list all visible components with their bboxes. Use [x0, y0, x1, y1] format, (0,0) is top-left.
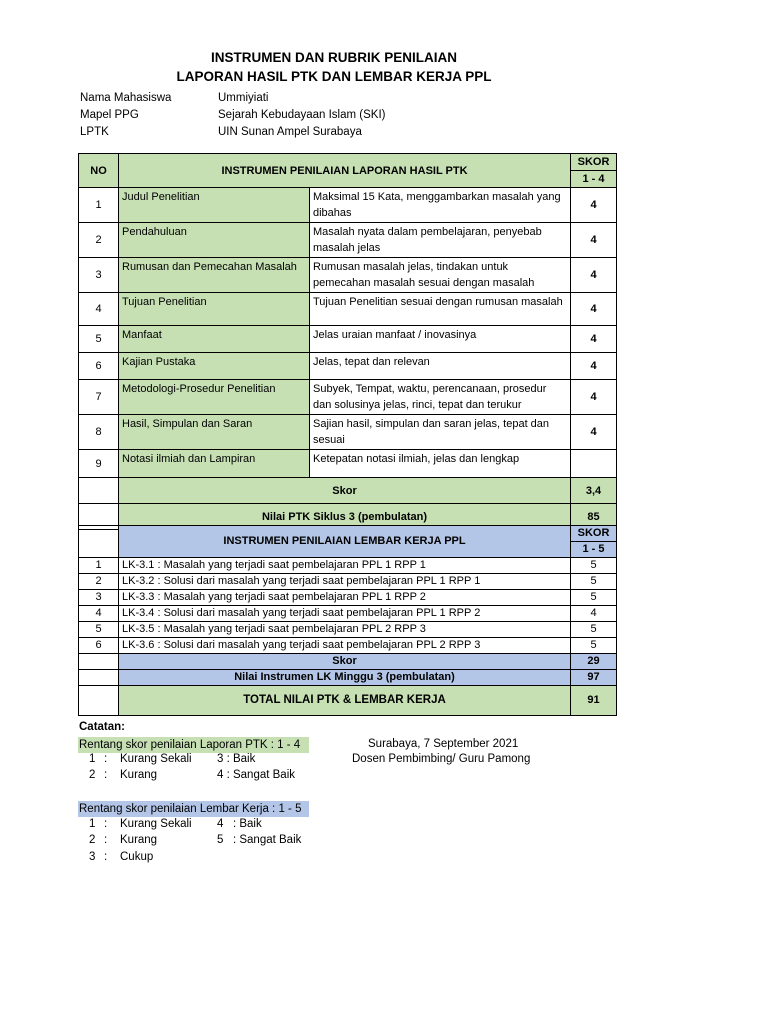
- scale-desc-right: 4 : Sangat Baik: [217, 769, 295, 781]
- scale-number: 2: [89, 769, 96, 781]
- score-cell: 5: [571, 622, 617, 638]
- table-row: [79, 638, 617, 654]
- score-cell: 4: [571, 258, 617, 293]
- aspect-cell: Pendahuluan: [119, 223, 310, 258]
- aspect-cell: Kajian Pustaka: [119, 353, 310, 380]
- aspect-cell: Hasil, Simpulan dan Saran: [119, 415, 310, 450]
- table-row: [79, 380, 617, 415]
- row-number: 5: [79, 622, 119, 638]
- scale-desc-right: 4 : Baik: [217, 818, 262, 830]
- score-cell: 5: [571, 590, 617, 606]
- criteria-cell: Subyek, Tempat, waktu, perencanaan, prosedur dan solusinya jelas, rinci, tepat dan terukur: [310, 380, 571, 415]
- table-row: [79, 188, 617, 223]
- scale-desc-right: 5 : Sangat Baik: [217, 834, 302, 846]
- row-number: 8: [79, 415, 119, 450]
- nilai-ptk-label: Nilai PTK Siklus 3 (pembulatan): [119, 504, 571, 530]
- score-cell: 5: [571, 574, 617, 590]
- ptk-title: INSTRUMEN PENILAIAN LAPORAN HASIL PTK: [119, 154, 571, 188]
- row-number: 4: [79, 606, 119, 622]
- place-date: Surabaya, 7 September 2021: [368, 738, 519, 750]
- row-number: 9: [79, 450, 119, 478]
- table-row: [79, 353, 617, 380]
- table-row: [79, 558, 617, 574]
- info-value: UIN Sunan Ampel Surabaya: [218, 126, 362, 138]
- table-row: [79, 293, 617, 326]
- skor-header: SKOR: [571, 526, 617, 542]
- no-header: NO: [79, 154, 119, 188]
- criteria-cell: Tujuan Penelitian sesuai dengan rumusan masalah: [310, 293, 571, 326]
- score-cell: 4: [571, 293, 617, 326]
- scale-sep: :: [104, 769, 108, 781]
- score-cell: 4: [571, 353, 617, 380]
- lk-title: INSTRUMEN PENILAIAN LEMBAR KERJA PPL: [119, 526, 571, 558]
- aspect-cell: Tujuan Penelitian: [119, 293, 310, 326]
- criteria-cell: Rumusan masalah jelas, tindakan untuk pemecahan masalah sesuai dengan masalah: [310, 258, 571, 293]
- nilai-row: [79, 670, 617, 686]
- lk-item: LK-3.2 : Solusi dari masalah yang terjadi saat pembelajaran PPL 1 RPP 1: [119, 574, 571, 590]
- scale-desc: Cukup: [120, 851, 154, 863]
- aspect-cell: Manfaat: [119, 326, 310, 353]
- signer-role: Dosen Pembimbing/ Guru Pamong: [352, 753, 531, 765]
- scale-number: 1: [89, 753, 96, 765]
- score-cell: 4: [571, 223, 617, 258]
- criteria-cell: Jelas, tepat dan relevan: [310, 353, 571, 380]
- lk-item: LK-3.6 : Solusi dari masalah yang terjadi saat pembelajaran PPL 2 RPP 3: [119, 638, 571, 654]
- skor-label: Skor: [119, 478, 571, 504]
- total-value: 91: [571, 686, 617, 716]
- scale-number: 1: [89, 818, 96, 830]
- scale-sep: :: [104, 851, 108, 863]
- criteria-cell: Masalah nyata dalam pembelajaran, penyebab masalah jelas: [310, 223, 571, 258]
- score-cell: 4: [571, 606, 617, 622]
- scale-desc: Kurang: [120, 769, 158, 781]
- table-row: [79, 415, 617, 450]
- table-row: [79, 326, 617, 353]
- row-number: 4: [79, 293, 119, 326]
- table-row: [79, 622, 617, 638]
- row-number: 2: [79, 574, 119, 590]
- scale-sep: :: [104, 753, 108, 765]
- skor-range: 1 - 4: [571, 171, 617, 188]
- row-number: 6: [79, 638, 119, 654]
- info-value: Ummiyiati: [218, 92, 269, 104]
- info-label: Mapel PPG: [80, 109, 139, 121]
- row-number: 3: [79, 258, 119, 293]
- score-cell: [571, 450, 617, 478]
- nilai-lk-label: Nilai Instrumen LK Minggu 3 (pembulatan): [119, 670, 571, 686]
- aspect-cell: Notasi ilmiah dan Lampiran: [119, 450, 310, 478]
- criteria-cell: Sajian hasil, simpulan dan saran jelas, tepat dan sesuai: [310, 415, 571, 450]
- row-number: 5: [79, 326, 119, 353]
- aspect-cell: Judul Penelitian: [119, 188, 310, 223]
- lk-table: [78, 525, 617, 716]
- score-cell: 5: [571, 558, 617, 574]
- scale-sep: :: [104, 818, 108, 830]
- ptk-range-label: Rentang skor penilaian Laporan PTK : 1 - 4: [78, 737, 309, 753]
- nilai-ptk-value: 85: [571, 504, 617, 530]
- lk-range-label: Rentang skor penilaian Lembar Kerja : 1 - 5: [78, 801, 309, 817]
- skor-header: SKOR: [571, 154, 617, 171]
- scale-desc: Kurang Sekali: [120, 753, 192, 765]
- scale-number: 3: [89, 851, 96, 863]
- skor-range: 1 - 5: [571, 542, 617, 558]
- info-value: Sejarah Kebudayaan Islam (SKI): [218, 109, 386, 121]
- row-number: 6: [79, 353, 119, 380]
- total-label: TOTAL NILAI PTK & LEMBAR KERJA: [119, 686, 571, 716]
- table-row: [79, 258, 617, 293]
- page-title: INSTRUMEN DAN RUBRIK PENILAIAN: [211, 50, 457, 65]
- info-label: Nama Mahasiswa: [80, 92, 172, 104]
- lk-item: LK-3.1 : Masalah yang terjadi saat pembelajaran PPL 1 RPP 1: [119, 558, 571, 574]
- lk-item: LK-3.5 : Masalah yang terjadi saat pembelajaran PPL 2 RPP 3: [119, 622, 571, 638]
- table-row: [79, 574, 617, 590]
- criteria-cell: Ketepatan notasi ilmiah, jelas dan lengkap: [310, 450, 571, 478]
- skor-label: Skor: [119, 654, 571, 670]
- row-number: 2: [79, 223, 119, 258]
- info-label: LPTK: [80, 126, 109, 138]
- lk-item: LK-3.3 : Masalah yang terjadi saat pembelajaran PPL 1 RPP 2: [119, 590, 571, 606]
- table-row: [79, 223, 617, 258]
- scale-desc: Kurang: [120, 834, 158, 846]
- table-row: [79, 590, 617, 606]
- aspect-cell: Rumusan dan Pemecahan Masalah: [119, 258, 310, 293]
- lk-item: LK-3.4 : Solusi dari masalah yang terjadi saat pembelajaran PPL 1 RPP 2: [119, 606, 571, 622]
- criteria-cell: Maksimal 15 Kata, menggambarkan masalah yang dibahas: [310, 188, 571, 223]
- nilai-lk-value: 97: [571, 670, 617, 686]
- aspect-cell: Metodologi-Prosedur Penelitian: [119, 380, 310, 415]
- skor-total: 3,4: [571, 478, 617, 504]
- score-cell: 4: [571, 326, 617, 353]
- scale-sep: :: [104, 834, 108, 846]
- catatan-label: Catatan:: [79, 721, 126, 733]
- table-row: [79, 606, 617, 622]
- criteria-cell: Jelas uraian manfaat / inovasinya: [310, 326, 571, 353]
- total-row: [79, 686, 617, 716]
- scale-number: 2: [89, 834, 96, 846]
- skor-row: [79, 478, 617, 504]
- ptk-table: [78, 153, 617, 530]
- score-cell: 4: [571, 380, 617, 415]
- skor-row: [79, 654, 617, 670]
- scale-desc: Kurang Sekali: [120, 818, 192, 830]
- scale-desc-right: 3 : Baik: [217, 753, 256, 765]
- score-cell: 5: [571, 638, 617, 654]
- page-subtitle: LAPORAN HASIL PTK DAN LEMBAR KERJA PPL: [176, 69, 492, 84]
- row-number: 1: [79, 558, 119, 574]
- skor-total: 29: [571, 654, 617, 670]
- table-row: [79, 450, 617, 478]
- row-number: 1: [79, 188, 119, 223]
- row-number: 3: [79, 590, 119, 606]
- score-cell: 4: [571, 415, 617, 450]
- score-cell: 4: [571, 188, 617, 223]
- row-number: 7: [79, 380, 119, 415]
